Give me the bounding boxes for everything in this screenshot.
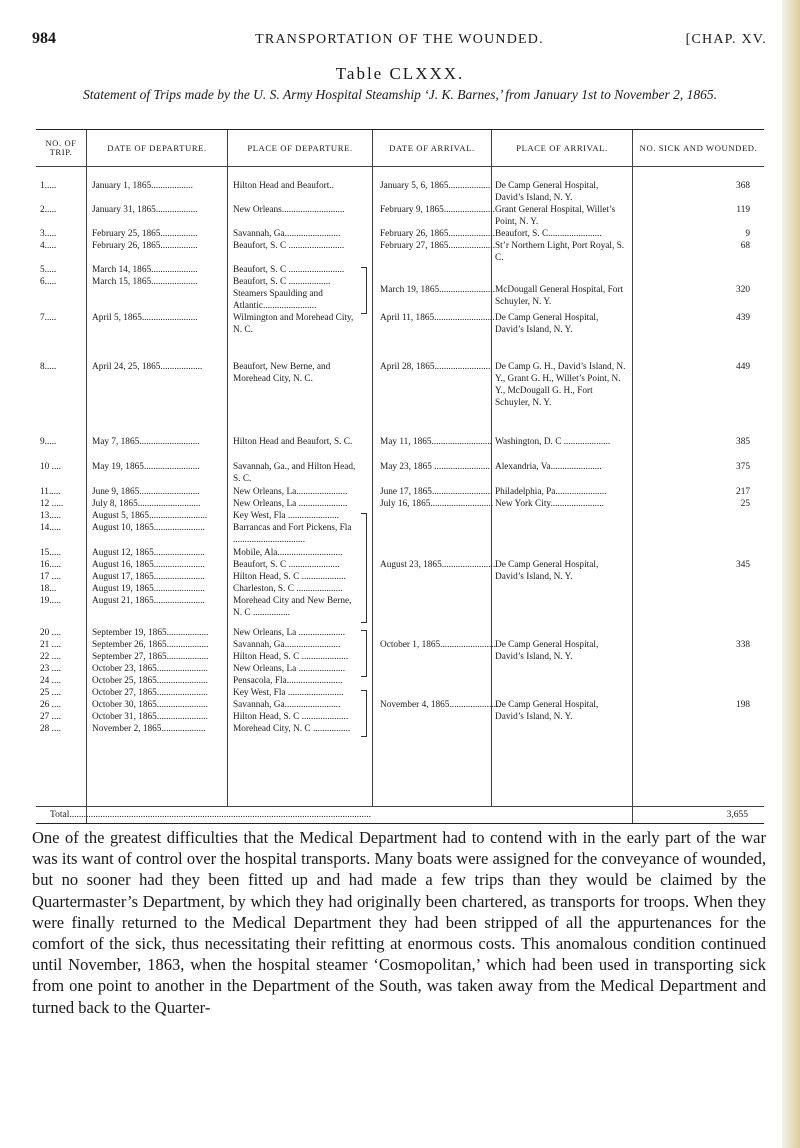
page-number: 984 bbox=[32, 30, 56, 47]
departure-date: September 27, 1865.................. bbox=[92, 652, 209, 662]
trip-number: 21 .... bbox=[40, 640, 61, 650]
departure-date: January 1, 1865.................. bbox=[92, 181, 193, 191]
trip-number: 20 .... bbox=[40, 628, 61, 638]
trip-number: 22 .... bbox=[40, 652, 61, 662]
departure-date: July 8, 1865........................... bbox=[92, 499, 201, 509]
departure-date: August 17, 1865...................... bbox=[92, 572, 205, 582]
departure-date: August 12, 1865...................... bbox=[92, 548, 205, 558]
group-brace bbox=[361, 630, 367, 677]
departure-date: April 5, 1865........................ bbox=[92, 313, 198, 323]
departure-date: October 25, 1865...................... bbox=[92, 676, 208, 686]
trip-number: 28 .... bbox=[40, 724, 61, 734]
total-label: Total............................................................................................................................... bbox=[50, 810, 372, 820]
sick-wounded-count: 320 bbox=[736, 285, 750, 295]
arrival-place: New York City....................... bbox=[495, 499, 604, 509]
departure-place: Morehead City, N. C ................ bbox=[233, 724, 351, 734]
chapter-label: [CHAP. XV. bbox=[685, 32, 767, 47]
trip-number: 27 .... bbox=[40, 712, 61, 722]
sick-wounded-count: 25 bbox=[740, 499, 750, 509]
col-head-date-arrival: DATE OF ARRIVAL. bbox=[389, 142, 475, 153]
header-rule bbox=[36, 166, 764, 167]
departure-place: New Orleans, La .................... bbox=[233, 628, 346, 638]
arrival-date: February 27, 1865.................... bbox=[380, 241, 495, 251]
arrival-date: May 11, 1865.......................... bbox=[380, 437, 492, 447]
col-head-date-departure: DATE OF DEPARTURE. bbox=[107, 142, 207, 153]
departure-place: New Orleans, La ..................... bbox=[233, 499, 348, 509]
column-rule bbox=[227, 130, 228, 806]
arrival-date: May 23, 1865 ........................ bbox=[380, 462, 491, 472]
arrival-place: Grant General Hospital, Willet’s Point, N. Y. bbox=[495, 205, 616, 227]
departure-place: New Orleans, La .................... bbox=[233, 664, 346, 674]
arrival-date: April 11, 1865.......................... bbox=[380, 313, 495, 323]
departure-place: Hilton Head and Beaufort, S. C. bbox=[233, 437, 353, 447]
departure-place: Hilton Head, S. C .................... bbox=[233, 712, 349, 722]
col-head-trip-no: NO. OF TRIP. bbox=[45, 138, 77, 157]
sick-wounded-count: 385 bbox=[736, 437, 750, 447]
arrival-place: De Camp G. H., David’s Island, N. Y., Grant G. H., Willet’s Point, N. Y., McDougall G. H., Fort Schuyler, N. Y. bbox=[495, 362, 626, 408]
departure-place: Savannah, Ga........................ bbox=[233, 229, 341, 239]
trip-number: 16..... bbox=[40, 560, 61, 570]
total-rule bbox=[36, 806, 764, 807]
departure-date: March 15, 1865.................... bbox=[92, 277, 198, 287]
running-title: TRANSPORTATION OF THE WOUNDED. bbox=[255, 32, 544, 47]
trip-number: 4..... bbox=[40, 241, 57, 251]
arrival-place: Philadelphia, Pa...................... bbox=[495, 487, 607, 497]
departure-place: Key West, Fla ........................ bbox=[233, 688, 344, 698]
arrival-place: De Camp General Hospital, David’s Island, N. Y. bbox=[495, 181, 599, 203]
departure-date: February 25, 1865................ bbox=[92, 229, 198, 239]
departure-date: August 5, 1865......................... bbox=[92, 511, 208, 521]
sick-wounded-count: 375 bbox=[736, 462, 750, 472]
trip-number: 17 .... bbox=[40, 572, 61, 582]
departure-date: February 26, 1865................ bbox=[92, 241, 198, 251]
sick-wounded-count: 9 bbox=[745, 229, 750, 239]
group-brace bbox=[361, 690, 367, 737]
col-head-sick-wounded: NO. SICK AND WOUNDED. bbox=[639, 142, 758, 153]
sick-wounded-count: 449 bbox=[736, 362, 750, 372]
departure-place: Pensacola, Fla........................ bbox=[233, 676, 343, 686]
departure-date: March 14, 1865.................... bbox=[92, 265, 198, 275]
arrival-date: June 17, 1865.......................... bbox=[380, 487, 493, 497]
departure-place: Beaufort, S. C ...................... bbox=[233, 560, 340, 570]
departure-place: Mobile, Ala............................ bbox=[233, 548, 343, 558]
sick-wounded-count: 68 bbox=[740, 241, 750, 251]
arrival-date: April 28, 1865........................ bbox=[380, 362, 491, 372]
departure-date: January 31, 1865.................. bbox=[92, 205, 198, 215]
trip-number: 11..... bbox=[40, 487, 61, 497]
trip-number: 8..... bbox=[40, 362, 57, 372]
arrival-place: De Camp General Hospital, David’s Island, N. Y. bbox=[495, 700, 599, 722]
departure-place: Beaufort, S. C ........................ bbox=[233, 241, 345, 251]
trip-number: 25 .... bbox=[40, 688, 61, 698]
departure-place: Barrancas and Fort Pickens, Fla ............................... bbox=[233, 523, 352, 545]
body-paragraph: One of the greatest difficulties that the Medical Department had to contend with in the early part of the war was its want of control over the hospital transports. Many boats were assigned for the conveyance of wounded, but no sooner had they been fitted up and had made a few trips than they would be claimed by the Quartermaster’s Department, by which they had originally been chartered, as transports for troops. When they were finally returned to the Medical Department they had been stripped of all the appurtenances for the comfort of the sick, thus necessitating their refitting at enormous costs. This anomalous condition continued until November, 1863, when the hospital steamer ‘Cosmopolitan,’ which had been used in transporting sick from one point to another in the Department of the South, was taken away from the Medical Department and turned back to the Quarter- bbox=[32, 828, 766, 1017]
departure-place: Savannah, Ga........................ bbox=[233, 700, 341, 710]
departure-date: May 7, 1865.......................... bbox=[92, 437, 200, 447]
departure-date: September 19, 1865.................. bbox=[92, 628, 209, 638]
trip-number: 15..... bbox=[40, 548, 61, 558]
departure-place: Morehead City and New Berne, N. C ................ bbox=[233, 596, 352, 618]
arrival-date: March 19, 1865........................ bbox=[380, 285, 495, 295]
trip-number: 23 .... bbox=[40, 664, 61, 674]
departure-place: Charleston, S. C .................... bbox=[233, 584, 343, 594]
departure-place: Key West, Fla ...................... bbox=[233, 511, 339, 521]
departure-date: May 19, 1865........................ bbox=[92, 462, 200, 472]
trip-number: 24 .... bbox=[40, 676, 61, 686]
departure-place: Beaufort, New Berne, and Morehead City, N. C. bbox=[233, 362, 331, 384]
column-rule bbox=[86, 130, 87, 823]
arrival-place: De Camp General Hospital, David’s Island, N. Y. bbox=[495, 313, 599, 335]
departure-place: New Orleans, La...................... bbox=[233, 487, 348, 497]
departure-date: August 16, 1865...................... bbox=[92, 560, 205, 570]
arrival-place: McDougall General Hospital, Fort Schuyler, N. Y. bbox=[495, 285, 624, 307]
departure-place: Savannah, Ga., and Hilton Head, S. C. bbox=[233, 462, 356, 484]
departure-date: October 30, 1865...................... bbox=[92, 700, 208, 710]
arrival-date: January 5, 6, 1865.................. bbox=[380, 181, 491, 191]
trip-number: 10 .... bbox=[40, 462, 61, 472]
departure-date: November 2, 1865................... bbox=[92, 724, 206, 734]
trip-number: 2..... bbox=[40, 205, 57, 215]
page-edge bbox=[782, 0, 800, 1148]
departure-place: Beaufort, S. C ........................ bbox=[233, 265, 345, 275]
arrival-date: November 4, 1865...................... bbox=[380, 700, 501, 710]
departure-place: Beaufort, S. C .................. Steamers Spaulding and Atlantic....................... bbox=[233, 277, 331, 311]
departure-date: October 23, 1865...................... bbox=[92, 664, 208, 674]
arrival-date: February 9, 1865...................... bbox=[380, 205, 495, 215]
sick-wounded-count: 338 bbox=[736, 640, 750, 650]
trip-number: 12 ..... bbox=[40, 499, 64, 509]
departure-date: October 31, 1865...................... bbox=[92, 712, 208, 722]
departure-date: August 21, 1865...................... bbox=[92, 596, 205, 606]
trip-number: 14..... bbox=[40, 523, 61, 533]
arrival-date: August 23, 1865........................ bbox=[380, 560, 498, 570]
arrival-place: Alexandria, Va...................... bbox=[495, 462, 602, 472]
column-rule bbox=[372, 130, 373, 806]
group-brace bbox=[361, 513, 367, 623]
trip-number: 13..... bbox=[40, 511, 61, 521]
trip-number: 19..... bbox=[40, 596, 61, 606]
table-caption: Statement of Trips made by the U. S. Army Hospital Steamship ‘J. K. Barnes,’ from January 1st to November 2, 1865. bbox=[82, 87, 718, 102]
arrival-date: February 26, 1865.................... bbox=[380, 229, 495, 239]
trip-number: 5..... bbox=[40, 265, 57, 275]
trip-number: 1..... bbox=[40, 181, 57, 191]
group-brace bbox=[361, 267, 367, 314]
col-head-place-departure: PLACE OF DEPARTURE. bbox=[247, 142, 353, 153]
column-rule bbox=[632, 130, 633, 823]
sick-wounded-count: 439 bbox=[736, 313, 750, 323]
sick-wounded-count: 345 bbox=[736, 560, 750, 570]
running-head bbox=[32, 30, 767, 50]
arrival-place: St’r Northern Light, Port Royal, S. C. bbox=[495, 241, 625, 263]
sick-wounded-count: 119 bbox=[736, 205, 750, 215]
departure-date: August 19, 1865...................... bbox=[92, 584, 205, 594]
departure-date: August 10, 1865...................... bbox=[92, 523, 205, 533]
arrival-place: De Camp General Hospital, David’s Island, N. Y. bbox=[495, 560, 599, 582]
table-heading: Table CLXXX. bbox=[335, 64, 465, 83]
departure-place: Savannah, Ga........................ bbox=[233, 640, 341, 650]
departure-date: October 27, 1865...................... bbox=[92, 688, 208, 698]
arrival-date: October 1, 1865........................ bbox=[380, 640, 496, 650]
departure-date: September 26, 1865.................. bbox=[92, 640, 209, 650]
departure-place: New Orleans........................... bbox=[233, 205, 345, 215]
trip-number: 7..... bbox=[40, 313, 57, 323]
departure-place: Wilmington and Morehead City, N. C. bbox=[233, 313, 354, 335]
col-head-place-arrival: PLACE OF ARRIVAL. bbox=[516, 142, 608, 153]
arrival-date: July 16, 1865........................... bbox=[380, 499, 494, 509]
sick-wounded-count: 198 bbox=[736, 700, 750, 710]
departure-place: Hilton Head, S. C ................... bbox=[233, 572, 346, 582]
arrival-place: De Camp General Hospital, David’s Island, N. Y. bbox=[495, 640, 599, 662]
trip-number: 18... bbox=[40, 584, 57, 594]
trip-number: 3..... bbox=[40, 229, 57, 239]
departure-place: Hilton Head, S. C .................... bbox=[233, 652, 349, 662]
sick-wounded-count: 368 bbox=[736, 181, 750, 191]
trip-number: 26 .... bbox=[40, 700, 61, 710]
departure-date: June 9, 1865.......................... bbox=[92, 487, 200, 497]
sick-wounded-count: 217 bbox=[736, 487, 750, 497]
arrival-place: Washington, D. C .................... bbox=[495, 437, 611, 447]
departure-place: Hilton Head and Beaufort.. bbox=[233, 181, 334, 191]
trips-table bbox=[36, 129, 764, 824]
total-value: 3,655 bbox=[726, 810, 748, 820]
trip-number: 6..... bbox=[40, 277, 57, 287]
departure-date: April 24, 25, 1865.................. bbox=[92, 362, 203, 372]
arrival-place: Beaufort, S. C....................... bbox=[495, 229, 602, 239]
trip-number: 9..... bbox=[40, 437, 57, 447]
